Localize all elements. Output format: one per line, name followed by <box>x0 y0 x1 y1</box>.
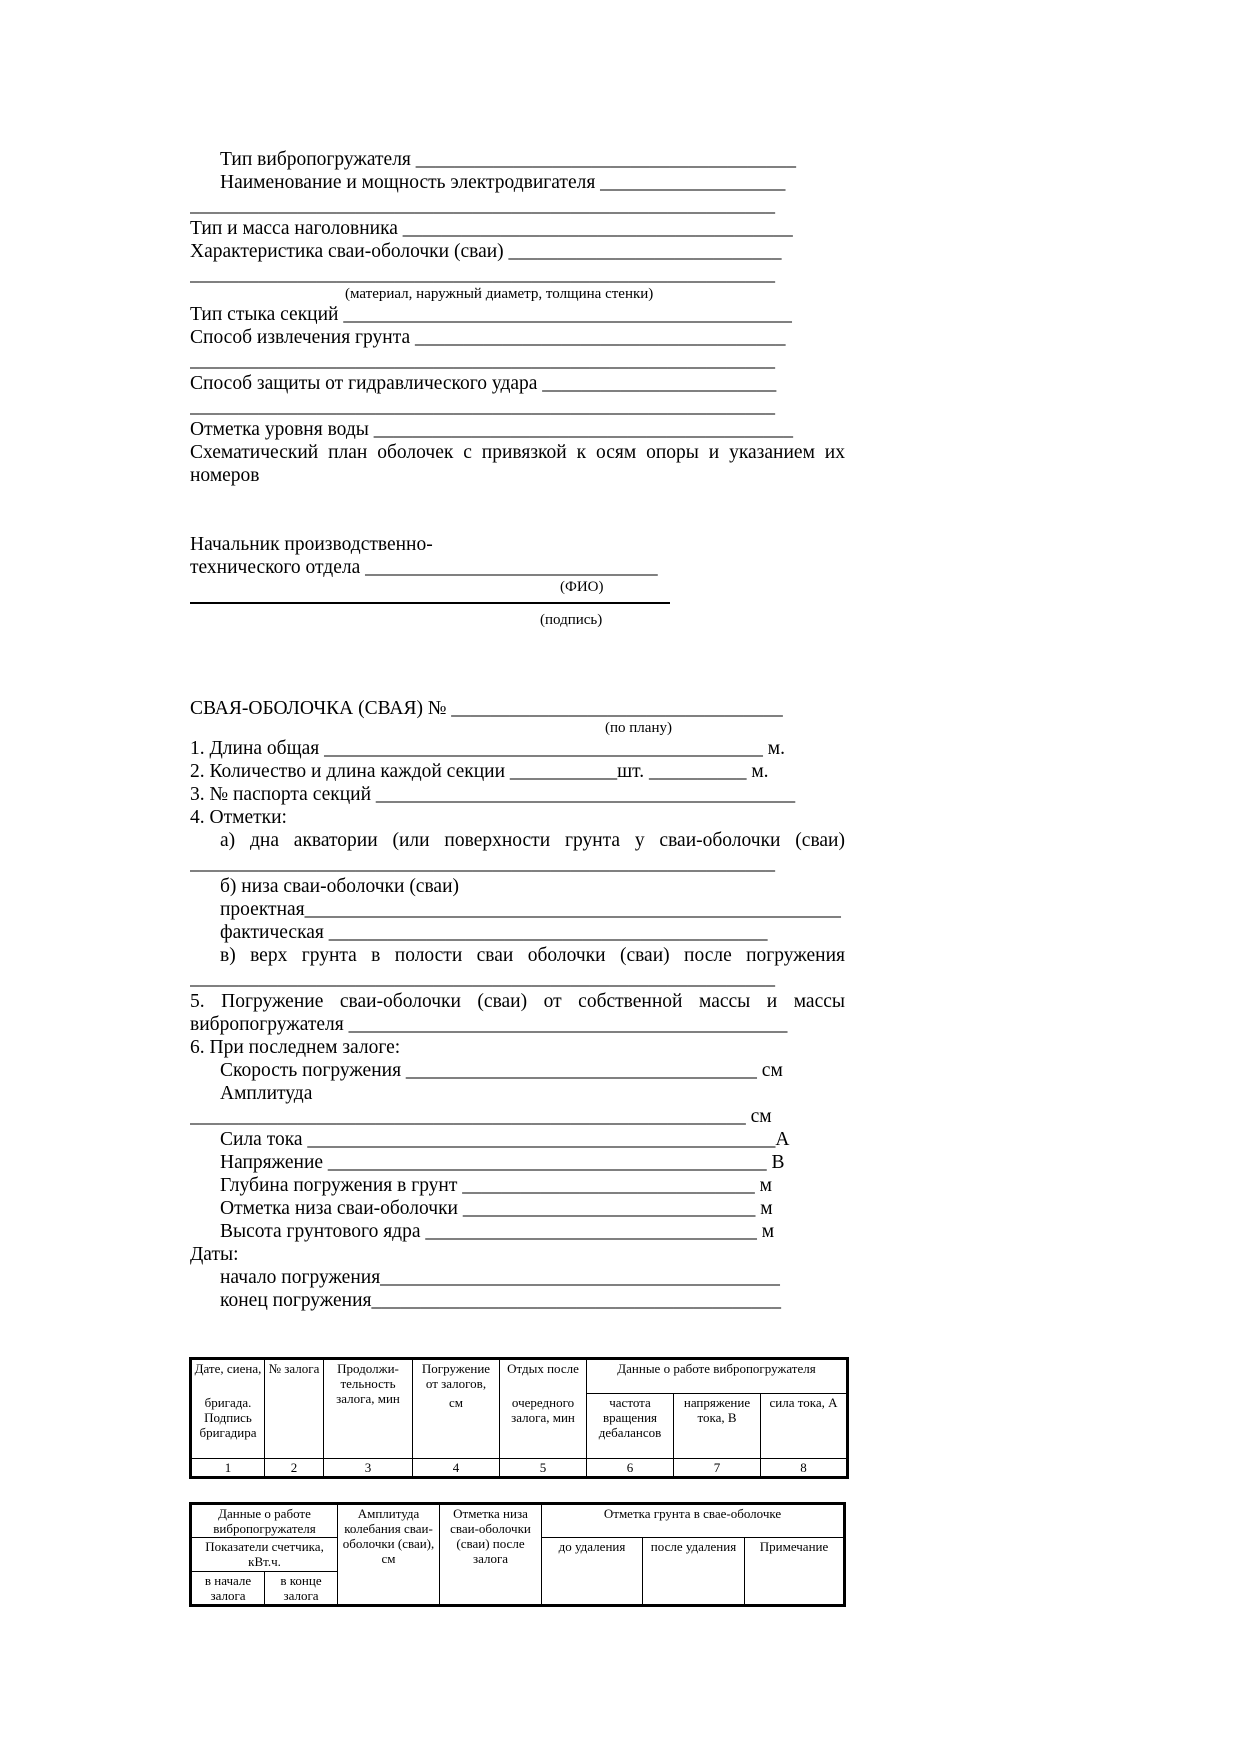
by-plan-caption: (по плану) <box>605 720 672 736</box>
column-number: 1 <box>191 1459 265 1478</box>
header-vibro-data: Данные о работе вибропогружателя <box>191 1504 338 1538</box>
item-3-passport: 3. № паспорта секций ___________________________________________ <box>190 784 796 805</box>
item-4a-bottom: а) дна акватории (или поверхности грунта у сваи-оболочки (сваи) <box>220 830 845 851</box>
joint-line: Тип стыка секций ______________________________________________ <box>190 304 792 325</box>
header-frequency: частота вращения дебалансов <box>587 1394 674 1459</box>
fio-caption: (ФИО) <box>560 579 604 595</box>
blank-line: ____________________________________________________________ <box>190 195 775 216</box>
item-1-length: 1. Длина общая _____________________________________________ м. <box>190 738 785 759</box>
header-date-bottom: бригада. Подпись бригадира <box>191 1394 265 1459</box>
motor-line: Наименование и мощность электродвигателя ___________________ <box>220 172 786 193</box>
item-4-marks: 4. Отметки: <box>190 807 287 828</box>
header-date-top: Дате, сиена, <box>191 1359 265 1394</box>
scheme-text: Схематический план оболочек с привязкой к осям опоры и указанием их номеров <box>190 442 845 486</box>
header-sinking-top: Погружение от залогов, <box>413 1359 500 1394</box>
header-note: Примечание <box>745 1538 845 1606</box>
soil-marks-table <box>189 1502 846 1607</box>
water-level-line: Отметка уровня воды ___________________________________________ <box>190 419 793 440</box>
column-number: 5 <box>500 1459 587 1478</box>
header-stage-no: № залога <box>265 1359 324 1459</box>
blank-line: ____________________________________________________________ <box>190 350 775 371</box>
actual-line: фактическая _____________________________________________ <box>220 922 768 943</box>
vibro-work-table <box>189 1357 849 1479</box>
header-current: сила тока, А <box>761 1394 848 1459</box>
bottom-mark-line: Отметка низа сваи-оболочки ______________________________ м <box>220 1198 773 1219</box>
signature-caption: (подпись) <box>540 612 603 628</box>
dates-label: Даты: <box>190 1244 239 1265</box>
blank-line: ____________________________________________________________ <box>190 853 775 874</box>
column-number: 7 <box>674 1459 761 1478</box>
vibro-type-line: Тип вибропогружателя _______________________________________ <box>220 149 797 170</box>
column-number: 2 <box>265 1459 324 1478</box>
header-duration: Продолжи-тельность залога, мин <box>324 1359 413 1459</box>
header-stage-end: в конце залога <box>265 1572 338 1606</box>
chief-title-line2: технического отдела ______________________________ <box>190 557 658 578</box>
header-before-removal: до удаления <box>542 1538 643 1606</box>
signature-line <box>190 596 670 604</box>
item-2-sections: 2. Количество и длина каждой секции ___________шт. __________ м. <box>190 761 769 782</box>
speed-line: Скорость погружения ____________________________________ см <box>220 1060 783 1081</box>
header-rest-bottom: очередного залога, мин <box>500 1394 587 1459</box>
hydro-protection-line: Способ защиты от гидравлического удара ________________________ <box>190 373 777 394</box>
amplitude-label: Амплитуда <box>220 1083 313 1104</box>
head-line: Тип и масса наголовника ________________________________________ <box>190 218 793 239</box>
form-document <box>190 148 845 1312</box>
column-number: 3 <box>324 1459 413 1478</box>
header-amplitude: Амплитуда колебания сваи-оболочки (сваи), см <box>338 1504 440 1606</box>
design-line: проектная_______________________________________________________ <box>220 899 841 920</box>
pile-number-line: СВАЯ-ОБОЛОЧКА (СВАЯ) № __________________________________ <box>190 698 783 719</box>
pile-characteristic-caption: (материал, наружный диаметр, толщина стенки) <box>345 286 654 302</box>
blank-line: ____________________________________________________________ <box>190 968 775 989</box>
column-number: 6 <box>587 1459 674 1478</box>
current-line: Сила тока ________________________________________________А <box>220 1129 790 1150</box>
blank-line: ____________________________________________________________ <box>190 396 775 417</box>
item-4v-soil-top: в) верх грунта в полости сваи оболочки (сваи) после погружения <box>220 945 845 966</box>
pile-characteristic-line: Характеристика сваи-оболочки (сваи) ____________________________ <box>190 241 782 262</box>
column-number: 8 <box>761 1459 848 1478</box>
header-voltage: напряжение тока, В <box>674 1394 761 1459</box>
header-meter: Показатели счетчика, кВт.ч. <box>191 1538 338 1572</box>
header-vibro-data: Данные о работе вибропогружателя <box>587 1359 848 1394</box>
start-date-line: начало погружения_________________________________________ <box>220 1267 780 1288</box>
soil-removal-line: Способ извлечения грунта ______________________________________ <box>190 327 786 348</box>
item-5-self-sink: 5. Погружение сваи-оболочки (сваи) от собственной массы и массы вибропогружателя _____________________________________________ <box>190 991 845 1035</box>
header-stage-start: в начале залога <box>191 1572 265 1606</box>
item-4b-pile-bottom: б) низа сваи-оболочки (сваи) <box>220 876 459 897</box>
chief-title-line1: Начальник производственно- <box>190 534 433 555</box>
header-sinking-bottom: см <box>413 1394 500 1459</box>
item-6-last-stage: 6. При последнем залоге: <box>190 1037 401 1058</box>
core-height-line: Высота грунтового ядра __________________________________ м <box>220 1221 775 1242</box>
column-number: 4 <box>413 1459 500 1478</box>
header-soil-mark: Отметка грунта в сваe-оболочке <box>542 1504 845 1538</box>
end-date-line: конец погружения__________________________________________ <box>220 1290 782 1311</box>
header-rest-top: Отдых после <box>500 1359 587 1394</box>
amplitude-line: _________________________________________________________ см <box>190 1106 772 1127</box>
depth-line: Глубина погружения в грунт ______________________________ м <box>220 1175 772 1196</box>
header-bottom-mark: Отметка низа сваи-оболочки (сваи) после залога <box>440 1504 542 1606</box>
blank-line: ____________________________________________________________ <box>190 264 775 285</box>
voltage-line: Напряжение _____________________________________________ В <box>220 1152 785 1173</box>
header-after-removal: после удаления <box>643 1538 745 1606</box>
